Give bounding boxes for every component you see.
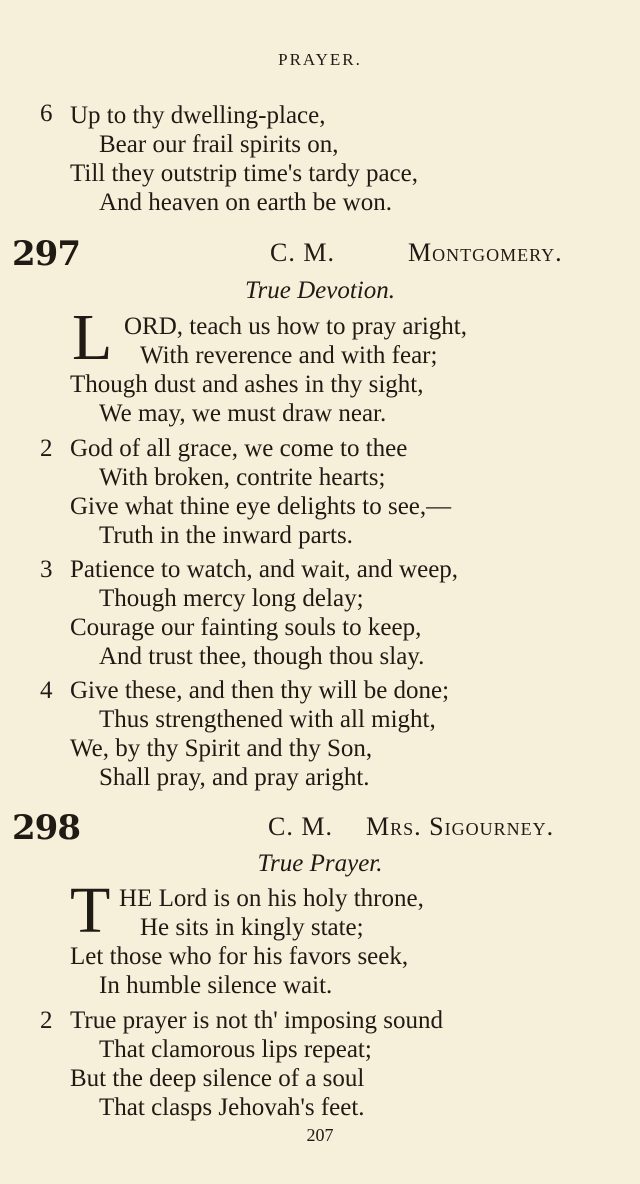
verse-line: We may, we must draw near. (99, 400, 387, 427)
verse-line: But the deep silence of a soul (70, 1065, 365, 1092)
drop-cap: T (70, 874, 111, 947)
hymn-number: 298 (12, 808, 80, 848)
verse-line: We, by thy Spirit and thy Son, (70, 735, 373, 762)
verse-line: He sits in kingly state; (140, 914, 364, 941)
hymn-meter: C. M. (268, 812, 333, 841)
verse-line: Though dust and ashes in thy sight, (70, 371, 424, 398)
verse-line: Bear our frail spirits on, (99, 131, 339, 158)
verse-line: True prayer is not th' imposing sound (70, 1007, 444, 1034)
verse-line: With reverence and with fear; (140, 342, 438, 369)
hymn-meter: C. M. (270, 238, 335, 267)
running-header: PRAYER. (278, 50, 362, 69)
drop-cap: L (72, 301, 113, 374)
verse-number: 4 (40, 677, 53, 704)
verse-line: Give what thine eye delights to see,— (70, 493, 452, 520)
page-number: 207 (306, 1125, 334, 1145)
verse-line: Let those who for his favors seek, (70, 943, 409, 970)
verse-line: Though mercy long delay; (99, 585, 364, 612)
verse-number: 3 (40, 556, 53, 583)
verse-line: Truth in the inward parts. (99, 522, 353, 549)
verse-line: In humble silence wait. (99, 972, 333, 999)
verse-line: Till they outstrip time's tardy pace, (70, 160, 418, 187)
verse-number: 2 (40, 1007, 53, 1034)
hymn-title: True Devotion. (245, 277, 395, 304)
verse-number: 6 (40, 100, 53, 127)
verse-line: With broken, contrite hearts; (99, 464, 386, 491)
verse-line: Patience to watch, and wait, and weep, (70, 556, 459, 583)
hymn-author: Montgomery. (408, 238, 563, 267)
verse-line: Up to thy dwelling-place, (70, 102, 326, 129)
verse-line: HE Lord is on his holy throne, (119, 885, 424, 912)
verse-line: And trust thee, though thou slay. (99, 643, 425, 670)
verse-line: Thus strengthened with all might, (99, 706, 436, 733)
verse-line: Shall pray, and pray aright. (99, 764, 370, 791)
hymn-author: Mrs. Sigourney. (366, 812, 555, 841)
verse-number: 2 (40, 435, 53, 462)
verse-line: ORD, teach us how to pray aright, (124, 313, 467, 340)
hymn-number: 297 (12, 234, 80, 274)
verse-line: That clamorous lips repeat; (99, 1036, 372, 1063)
verse-line: And heaven on earth be won. (99, 189, 392, 216)
verse-line: God of all grace, we come to thee (70, 435, 408, 462)
verse-line: Courage our fainting souls to keep, (70, 614, 422, 641)
verse-line: Give these, and then thy will be done; (70, 677, 450, 704)
hymn-title: True Prayer. (257, 850, 383, 877)
verse-line: That clasps Jehovah's feet. (99, 1094, 365, 1121)
